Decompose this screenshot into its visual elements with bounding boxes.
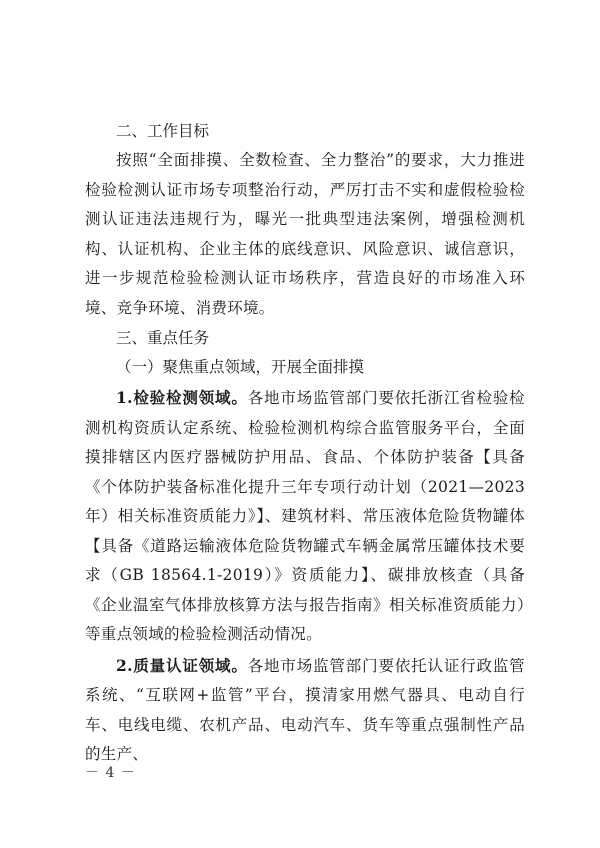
item-paragraph-quality-certification: [85, 651, 525, 770]
item-body-quality-certification: 各地市场监管部门要依托认证行政监管系统、“互联网+监管”平台，摸清家用燃气器具、电动自行车、电线电缆、农机产品、电动汽车、货车等重点强制性产品的生产、: [85, 656, 525, 763]
subsection-heading-focus-areas: （一）聚焦重点领域，开展全面排摸: [116, 358, 365, 376]
document-body: [85, 117, 525, 770]
section-heading-tasks: 三、重点任务: [116, 329, 210, 347]
page-number: － 4 －: [85, 765, 136, 781]
item-lead-quality-certification: 2.质量认证领域。: [116, 655, 248, 675]
item-body-inspection-testing: 各地市场监管部门要依托浙江省检验检测机构资质认定系统、检验检测机构综合监管服务平台，全面摸排辖区内医疗器械防护用品、食品、个体防护装备【具备《个体防护装备标准化提升三年专项行动计划（2021—2023年）相关标准资质能力》】、建筑材料、常压液体危险货物罐体【具备《道路运输液体危险货物罐式车辆金属常压罐体技术要求（GB 18564.1-2019）》资质能力】、碳排放核查（具备《企业温室气体排放核算方法与报告指南》相关标准资质能力）等重点领域的检验检测活动情况。: [85, 389, 525, 643]
section-heading-goals: 二、工作目标: [116, 122, 210, 140]
item-paragraph-inspection-testing: [85, 383, 525, 650]
item-lead-inspection-testing: 1.检验检测领域。: [116, 388, 248, 407]
goals-paragraph: 按照“全面排摸、全数检查、全力整治”的要求，大力推进检验检测认证市场专项整治行动，严厉打击不实和虚假检验检测认证违法违规行为，曝光一批典型违法案例，增强检测机构、认证机构、企业主体的底线意识、风险意识、诚信意识，进一步规范检验检测认证市场秩序，营造良好的市场准入环境、竞争环境、消费环境。: [85, 151, 525, 317]
